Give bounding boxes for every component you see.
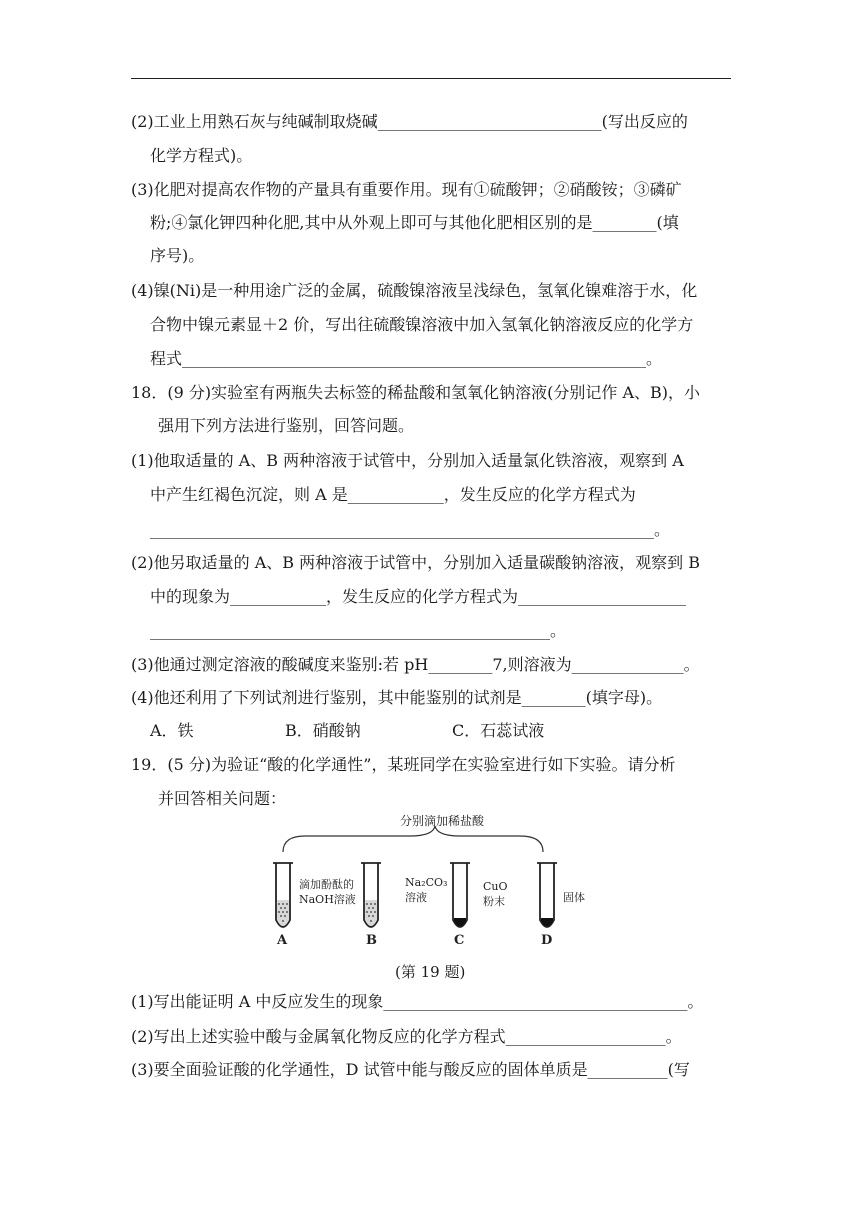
tube-d-letter: D bbox=[541, 933, 553, 948]
figure-caption: (第 19 题) bbox=[395, 963, 466, 981]
tube-a bbox=[273, 863, 293, 927]
q18-part4: (4)他还利用了下列试剂进行鉴别，其中能鉴别的试剂是________(填字母)。 bbox=[131, 688, 663, 707]
q18-part1-line2: 中产生红褐色沉淀，则 A 是____________，发生反应的化学方程式为 bbox=[150, 485, 636, 504]
q19-part3: (3)要全面验证酸的化学通性，D 试管中能与酸反应的固体单质是__________(写 bbox=[131, 1060, 690, 1079]
q17-part4-line1: (4)镍(Ni)是一种用途广泛的金属，硫酸镍溶液呈浅绿色，氢氧化镍难溶于水，化 bbox=[131, 281, 698, 300]
tube-c-label-2: 粉末 bbox=[483, 895, 505, 908]
q17-part4-line3: 程式__________________________________________________________。 bbox=[150, 349, 663, 368]
tube-b-label-1: Na₂CO₃ bbox=[405, 876, 448, 889]
tube-b bbox=[361, 863, 381, 927]
q17-part2-line1: (2)工业上用熟石灰与纯碱制取烧碱____________________________(写出反应的 bbox=[131, 112, 688, 131]
q17-part3-line1: (3)化肥对提高农作物的产量具有重要作用。现有①硫酸钾；②硝酸铵；③磷矿 bbox=[131, 180, 682, 199]
q18-option-c: C．石蕊试液 bbox=[452, 721, 545, 740]
tube-b-label-2: 溶液 bbox=[405, 891, 427, 904]
q17-part3-line2: 粉;④氯化钾四种化肥,其中从外观上即可与其他化肥相区别的是________(填 bbox=[150, 213, 679, 232]
q18-part3: (3)他通过测定溶液的酸碱度来鉴别:若 pH________7,则溶液为______________。 bbox=[131, 655, 700, 674]
tube-c-letter: C bbox=[454, 933, 465, 948]
tube-d-label: 固体 bbox=[563, 891, 585, 904]
q17-part2-line2: 化学方程式)。 bbox=[150, 146, 253, 165]
figure-top-label: 分别滴加稀盐酸 bbox=[400, 814, 485, 828]
tube-a-label-2: NaOH溶液 bbox=[299, 893, 356, 906]
q18-part1-line3: _______________________________________________________________。 bbox=[150, 520, 670, 539]
q19-stem-line2: 并回答相关问题： bbox=[158, 789, 287, 808]
tube-d bbox=[537, 863, 557, 927]
test-tube-figure bbox=[265, 808, 605, 958]
q18-part2-line1: (2)他另取适量的 A、B 两种溶液于试管中，分别加入适量碳酸钠溶液，观察到 B bbox=[131, 553, 700, 572]
q17-part4-line2: 合物中镍元素显＋2 价，写出往硫酸镍溶液中加入氢氧化钠溶液反应的化学方 bbox=[150, 315, 694, 334]
q17-part3-line3: 序号)。 bbox=[150, 246, 205, 265]
q18-stem-line1: 18．(9 分)实验室有两瓶失去标签的稀盐酸和氢氧化钠溶液(分别记作 A、B)，小 bbox=[131, 383, 700, 402]
tube-c bbox=[450, 863, 470, 927]
q19-part1: (1)写出能证明 A 中反应发生的现象______________________________________。 bbox=[131, 992, 704, 1011]
brace bbox=[283, 826, 543, 852]
tube-c-label-1: CuO bbox=[483, 880, 508, 893]
tube-b-letter: B bbox=[366, 933, 377, 948]
tube-a-label-1: 滴加酚酞的 bbox=[299, 878, 354, 891]
q18-option-a: A．铁 bbox=[150, 721, 194, 740]
q18-part2-line2: 中的现象为____________，发生反应的化学方程式为_____________________ bbox=[150, 587, 687, 606]
q19-stem-line1: 19．(5 分)为验证“酸的化学通性”，某班同学在实验室进行如下实验。请分析 bbox=[131, 755, 676, 774]
q19-part2: (2)写出上述实验中酸与金属氧化物反应的化学方程式____________________。 bbox=[131, 1027, 682, 1046]
q18-option-b: B．硝酸钠 bbox=[285, 721, 361, 740]
q18-part1-line1: (1)他取适量的 A、B 两种溶液于试管中，分别加入适量氯化铁溶液，观察到 A bbox=[131, 451, 684, 470]
q18-part2-line3: __________________________________________________。 bbox=[150, 621, 567, 640]
tube-a-letter: A bbox=[277, 933, 288, 948]
header-rule bbox=[131, 78, 731, 79]
q18-stem-line2: 强用下列方法进行鉴别，回答问题。 bbox=[158, 416, 415, 435]
